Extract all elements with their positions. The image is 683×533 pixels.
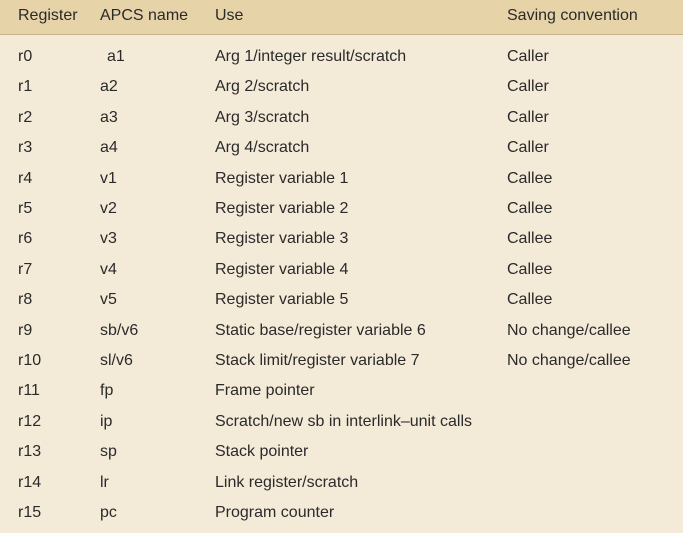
apcs-name-cell: fp [100,382,114,400]
saving-convention-cell: No change/callee [507,352,631,369]
saving-convention-cell: Callee [507,169,553,187]
use-cell: Register variable 4 [215,260,349,278]
use-cell: Arg 2/scratch [215,78,310,96]
table-row [0,195,683,225]
register-cell: r15 [18,504,42,521]
register-cell: r6 [18,230,33,248]
table-row [0,165,683,195]
saving-convention-cell: Callee [507,200,553,217]
use-cell: Program counter [215,504,335,521]
table-row [0,438,683,468]
register-cell: r14 [18,473,42,491]
use-cell: Arg 1/integer result/scratch [215,48,407,65]
table-row [0,469,683,499]
saving-convention-cell: Caller [507,139,549,157]
apcs-name-cell: v3 [100,230,117,248]
header-register: Register [18,7,78,24]
use-cell: Static base/register variable 6 [215,321,426,339]
register-cell: r7 [18,260,33,278]
header-saving-convention: Saving convention [507,7,638,24]
register-cell: r1 [18,78,33,96]
saving-convention-cell: Callee [507,260,553,278]
use-cell: Register variable 1 [215,169,349,187]
header-use: Use [215,7,244,24]
saving-convention-cell: Caller [507,108,549,126]
apcs-name-cell: sb/v6 [100,321,139,339]
register-cell: r9 [18,321,33,339]
apcs-name-cell: sl/v6 [100,352,133,369]
apcs-name-cell: a4 [100,139,118,157]
use-cell: Register variable 3 [215,230,349,248]
table-row [0,134,683,164]
apcs-name-cell: a1 [107,48,125,65]
saving-convention-cell: Caller [507,48,549,65]
register-cell: r10 [18,352,42,369]
apcs-name-cell: v1 [100,169,117,187]
apcs-name-cell: lr [100,473,109,491]
table-row [0,73,683,103]
apcs-name-cell: v2 [100,200,117,217]
table-row [0,317,683,347]
apcs-name-cell: v5 [100,291,117,309]
use-cell: Register variable 2 [215,200,349,217]
use-cell: Link register/scratch [215,473,359,491]
register-cell: r4 [18,169,33,187]
register-cell: r12 [18,412,42,430]
apcs-name-cell: pc [100,504,117,521]
table-row [0,347,683,377]
saving-convention-cell: Callee [507,291,553,309]
apcs-name-cell: v4 [100,260,117,278]
saving-convention-cell: Callee [507,230,553,248]
table-row [0,256,683,286]
register-cell: r2 [18,108,33,126]
use-cell: Arg 4/scratch [215,139,310,157]
register-cell: r0 [18,48,33,65]
use-cell: Frame pointer [215,382,315,400]
apcs-name-cell: sp [100,443,117,461]
table-row [0,408,683,438]
use-cell: Arg 3/scratch [215,108,310,126]
table-row [0,499,683,529]
register-cell: r3 [18,139,33,157]
register-cell: r8 [18,291,33,309]
apcs-name-cell: a2 [100,78,118,96]
use-cell: Register variable 5 [215,291,349,309]
use-cell: Stack pointer [215,443,309,461]
table-row [0,286,683,316]
header-apcs-name: APCS name [100,7,189,24]
saving-convention-cell: Caller [507,78,549,96]
register-cell: r11 [18,382,40,400]
saving-convention-cell: No change/callee [507,321,631,339]
apcs-name-cell: ip [100,412,113,430]
table-header [0,0,683,35]
table-row [0,43,683,73]
table-row [0,377,683,407]
use-cell: Stack limit/register variable 7 [215,352,420,369]
apcs-name-cell: a3 [100,108,118,126]
register-cell: r13 [18,443,42,461]
table-row [0,225,683,255]
register-cell: r5 [18,200,33,217]
use-cell: Scratch/new sb in interlink–unit calls [215,412,473,430]
table-row [0,104,683,134]
